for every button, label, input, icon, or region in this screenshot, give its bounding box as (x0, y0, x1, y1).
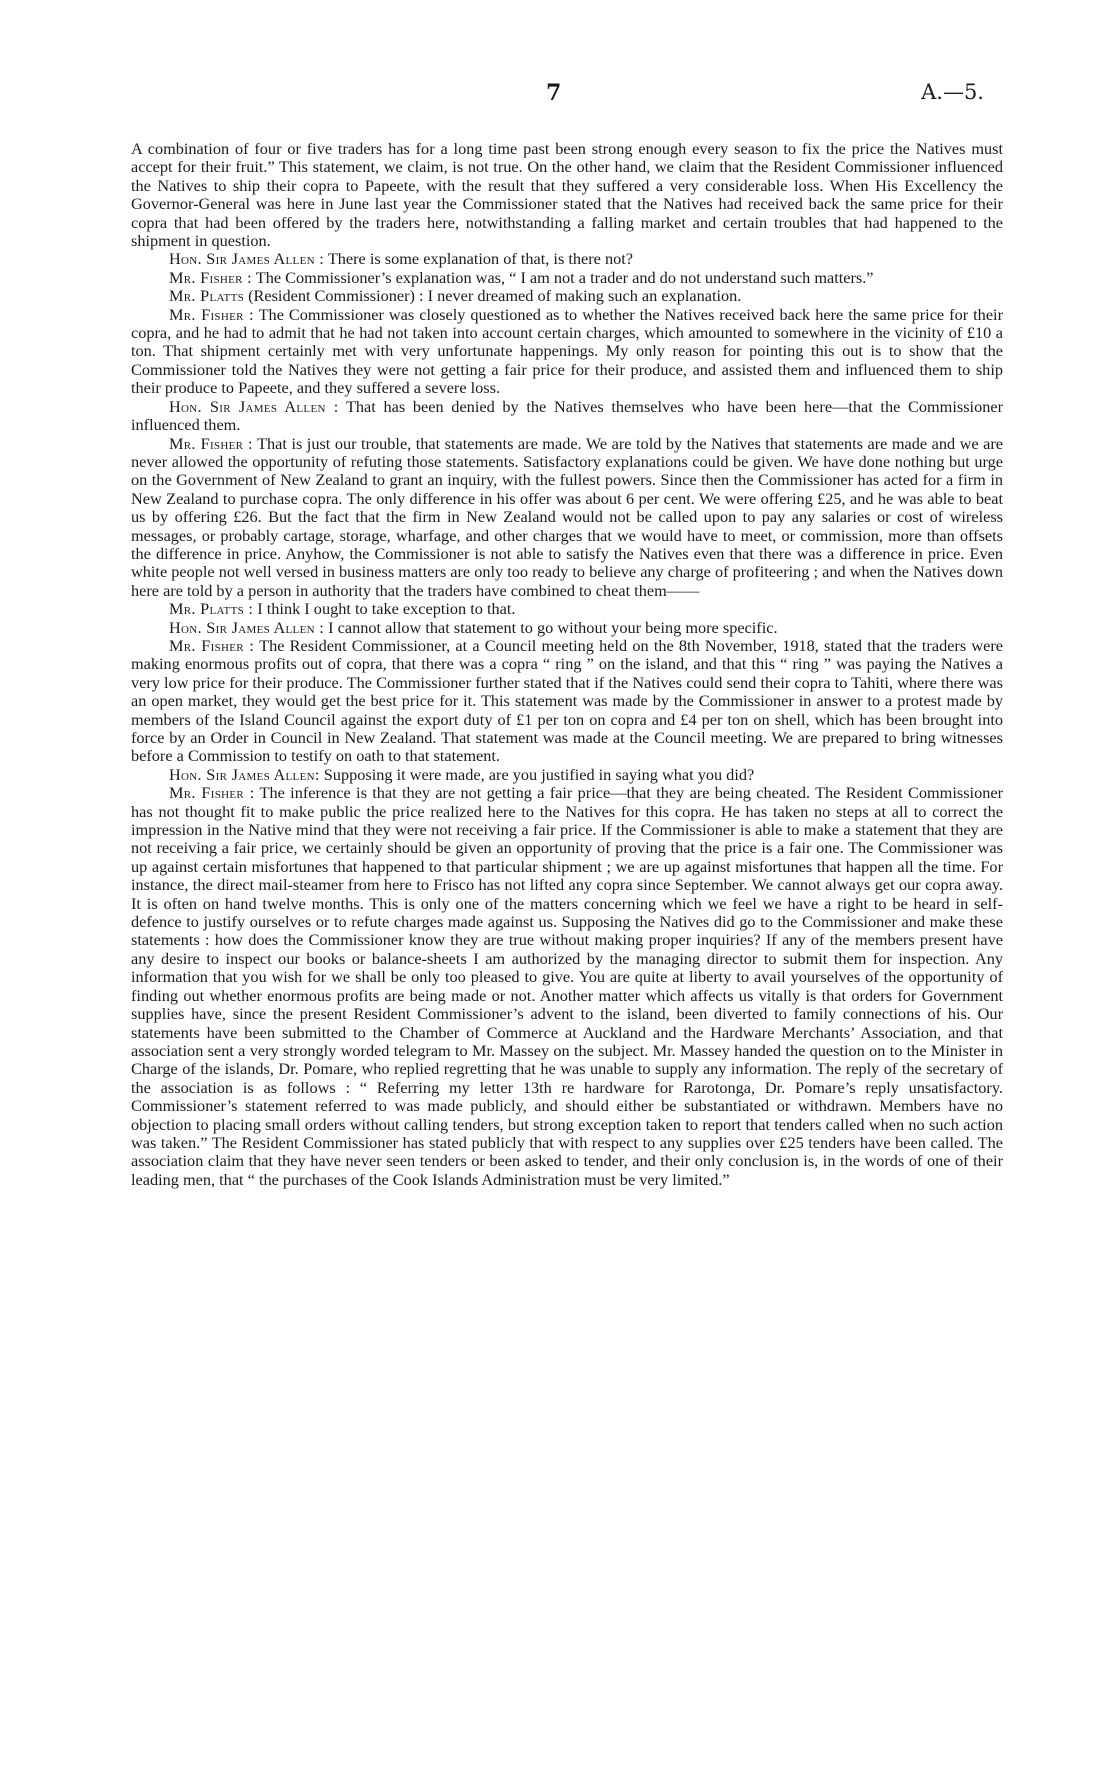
paragraph-text: A combination of four or five traders has for a long time past been strong enough every season to fix the price the Natives must accept for their fruit.” This statement, we claim, is not true. On the other hand, we claim that the Resident Commissioner influenced the Natives to ship their copra to Papeete, with the result that they suffered a very considerable loss. When His Excellency the Governor-General was here in June last year the Commissioner stated that the Natives had received back the same price for their copra that had been offered by the traders here, notwithstanding a falling market and certain troubles that had happened to the shipment in question. (131, 139, 1003, 251)
speaker-label: Mr. Fisher : (169, 267, 252, 287)
paragraph-text: That has been denied by the Natives themselves who have been here—that the Commissioner influenced them. (131, 396, 1003, 435)
page-header (0, 80, 1114, 120)
paragraph-text: (Resident Commissioner) : I never dreamed of making such an explanation. (248, 286, 742, 306)
paragraph-text: Supposing it were made, are you justified in saying what you did? (323, 764, 755, 784)
speaker-label: Mr. Fisher : (169, 304, 254, 324)
speaker-label: Mr. Platts (169, 286, 245, 306)
paragraph (131, 600, 1003, 618)
paragraph-text: The Commissioner was closely questioned as to whether the Natives received back here the same price for their copra, and he had to admit that he had not taken into account certain charges, which amounted to somewhere in the vicinity of £10 a ton. That shipment certainly met with very unfortunate happenings. My only reason for pointing this out is to show that the Commissioner told the Natives they were not getting a fair price for their produce, and assisted them and influenced them to ship their produce to Papeete, and they suffered a severe loss. (131, 304, 1003, 398)
paragraph-text: I cannot allow that statement to go without your being more specific. (328, 617, 778, 637)
paragraph (131, 250, 1003, 268)
paragraph-text: That is just our trouble, that statements are made. We are told by the Natives that statements are made and we are never allowed the opportunity of refuting those statements. Satisfactory explanations could be given. We have done nothing but urge on the Government of New Zealand to grant an inquiry, with the fullest powers. Since then the Commissioner has acted for a firm in New Zealand to purchase copra. The only difference in his offer was about 6 per cent. We were offering £25, and he was able to beat us by offering £26. But the fact that the firm in New Zealand would not be called upon to pay any salaries or cost of wireless messages, or probably cartage, storage, wharfage, and other charges that we would have to meet, or commission, more than offsets the difference in price. Anyhow, the Commissioner is not able to satisfy the Natives even that there was a difference in price. Even white people not well versed in business matters are only too ready to believe any charge of profiteering ; and when the Natives down here are told by a person in authority that the traders have combined to cheat them—— (131, 433, 1004, 600)
document-body (131, 140, 1003, 1189)
speaker-label: Mr. Fisher : (169, 783, 255, 803)
paragraph (131, 766, 1003, 784)
paragraph (131, 435, 1003, 601)
paragraph-text: There is some explanation of that, is there not? (327, 249, 634, 269)
speaker-label: Hon. Sir James Allen : (169, 396, 339, 416)
paragraph (131, 140, 1003, 250)
paragraph-text: The inference is that they are not getting a fair price—that they are being cheated. The Resident Commissioner has not thought fit to make public the price realized here to the Natives for this copra. He has taken no steps at all to correct the impression in the Native mind that they were not receiving a fair price. If the Commissioner is able to make a statement that they are not receiving a fair price, we certainly should be given an opportunity of proving that the price is a fair one. The Commissioner was up against certain misfortunes that happened to that particular shipment ; we are up against misfortunes that happen all the time. For instance, the direct mail-steamer from here to Frisco has not lifted any copra since September. We cannot always get our copra away. It is often on hand twelve months. This is only one of the matters concerning which we feel we have a right to be heard in self-defence to justify ourselves or to refute charges made against us. Supposing the Natives did go to the Commissioner and make these statements : how does the Commissioner know they are true without making proper inquiries? If any of the members present have any desire to inspect our books or balance-sheets I am authorized by the managing director to submit them for inspection. Any information that you wish for we shall be only too pleased to give. You are quite at liberty to avail yourselves of the opportunity of finding out whether enormous profits are being made or not. Another matter which affects us vitally is that orders for Government supplies have, since the present Resident Commissioner’s advent to the island, been diverted to family connections of his. Our statements have been submitted to the Chamber of Commerce at Auckland and the Hardware Merchants’ Association, and that association sent a very strongly worded telegram to Mr. Massey on the subject. Mr. Massey handed the question on to the Minister in Charge of the islands, Dr. Pomare, who replied regretting that he was unable to supply any information. The reply of the secretary of the association is as follows : “ Referring my letter 13th re hardware for Rarotonga, Dr. Pomare’s reply unsatisfactory. Commissioner’s statement referred to was made publicly, and should either be substantiated or withdrawn. Members have no objection to placing small orders without calling tenders, but strong exception taken to report that tenders called when no such action was taken.” The Resident Commissioner has stated publicly that with respect to any supplies over £25 tenders have been called. The association claim that they have never seen tenders or been asked to tender, and their only conclusion is, in the words of one of their leading men, that “ the purchases of the Cook Islands Administration must be very limited.” (131, 783, 1003, 1189)
paragraph-text: I think I ought to take exception to that. (257, 599, 516, 619)
speaker-label: Hon. Sir James Allen: (169, 764, 320, 784)
paragraph (131, 637, 1003, 766)
speaker-label: Mr. Platts : (169, 599, 254, 619)
paragraph (131, 287, 1003, 305)
page-number: 7 (546, 80, 562, 106)
paragraph-text: The Commissioner’s explanation was, “ I am not a trader and do not understand such matters.” (255, 267, 874, 287)
speaker-label: Mr. Fisher : (169, 433, 253, 453)
speaker-label: Mr. Fisher : (169, 635, 255, 655)
paragraph (131, 306, 1003, 398)
paragraph (131, 619, 1003, 637)
paragraph (131, 398, 1003, 435)
speaker-label: Hon. Sir James Allen : (169, 249, 325, 269)
paragraph (131, 269, 1003, 287)
paragraph-text: The Resident Commissioner, at a Council meeting held on the 8th November, 1918, stated that the traders were making enormous profits out of copra, that there was a copra “ ring ” on the island, and that this “ ring ” was paying the Natives a very low price for their produce. The Commissioner further stated that if the Natives could send their copra to Tahiti, where there was an open market, they would get the best price for it. This statement was made by the Commissioner in answer to a protest made by members of the Island Council against the export duty of £1 per ton on copra and £4 per ton on shell, which has been brought into force by an Order in Council in New Zealand. That statement was made at the Council meeting. We are prepared to bring witnesses before a Commission to testify on oath to that statement. (131, 635, 1004, 766)
paragraph (131, 784, 1003, 1189)
speaker-label: Hon. Sir James Allen : (169, 617, 325, 637)
document-reference: A.—5. (921, 80, 984, 104)
